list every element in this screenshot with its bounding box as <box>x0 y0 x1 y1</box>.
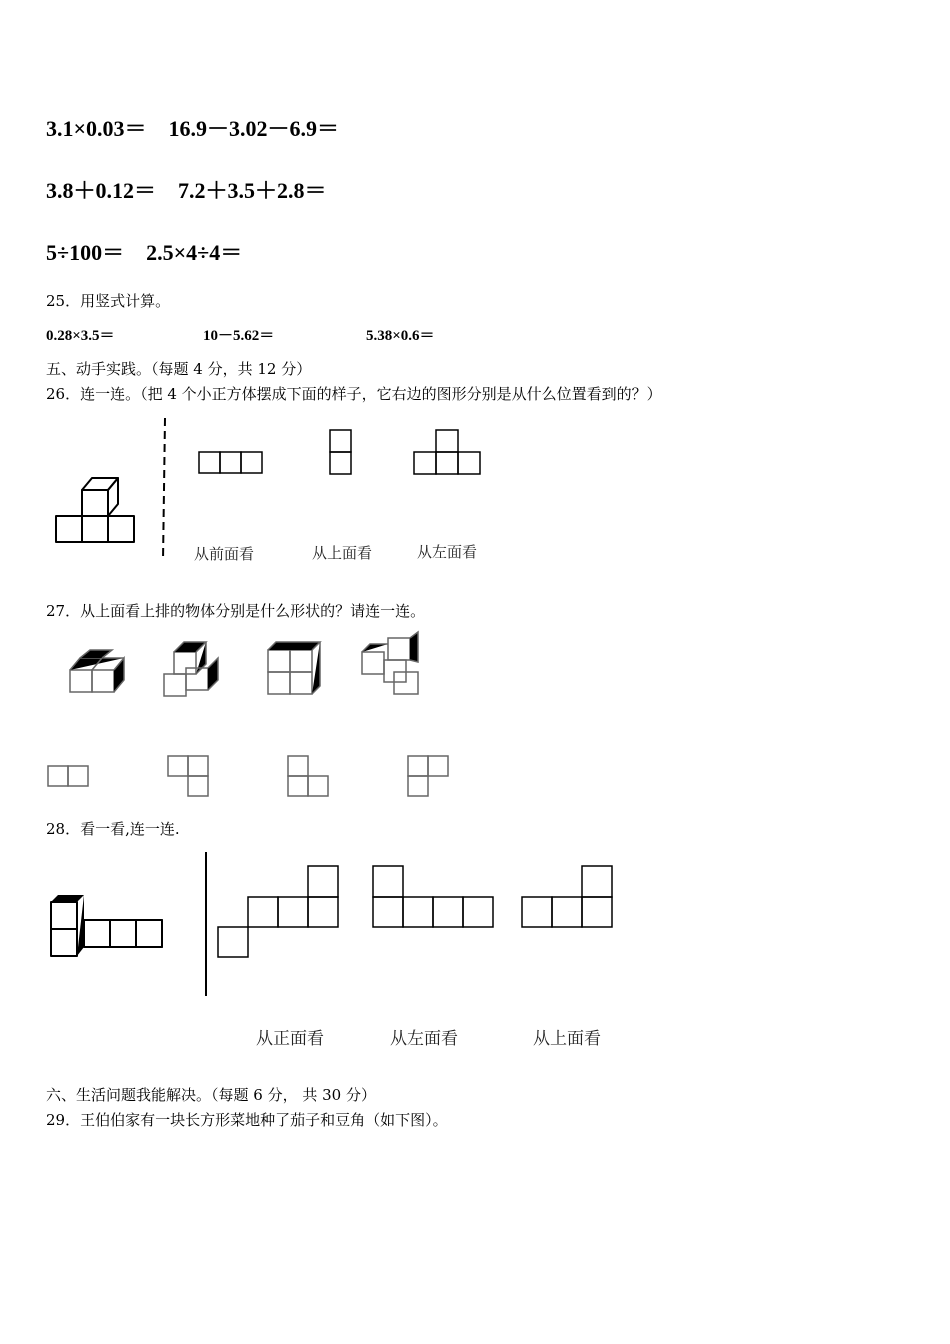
q28-divider <box>203 850 209 998</box>
calc-row-3 <box>46 236 264 267</box>
q27-top-view-1 <box>46 764 92 790</box>
q26-view-top-shape <box>328 428 354 476</box>
calc-expr: 3.8＋0.12＝ <box>46 178 157 203</box>
q27-top-view-2 <box>164 754 212 800</box>
q27-object-1 <box>66 650 124 696</box>
q28-cube-row <box>48 892 188 960</box>
q27-top-view-3 <box>284 754 332 800</box>
q26-label: 从左面看 <box>417 543 478 561</box>
q26-cube-stack <box>50 470 160 550</box>
q26-divider <box>160 418 170 563</box>
q29-title: 29．王伯伯家有一块长方形菜地种了茄子和豆角（如下图）。 <box>46 1111 448 1129</box>
q26-label: 从上面看 <box>312 544 373 562</box>
q28-title: 28．看一看,连一连. <box>46 820 180 838</box>
q27-object-4 <box>358 632 426 698</box>
calc-row-2 <box>46 174 349 205</box>
q26-view-front-shape <box>198 450 266 476</box>
q28-label: 从正面看 <box>256 1029 324 1049</box>
q26-label: 从前面看 <box>194 545 255 563</box>
calc-row-1 <box>46 112 361 143</box>
q26-title: 26．连一连。（把 4 个小正方体摆成下面的样子，它右边的图形分别是从什么位置看到的？） <box>46 385 662 403</box>
q26-view-left-shape <box>413 428 483 476</box>
q25-item: 0.28×3.5＝ <box>46 328 115 344</box>
q25-title: 25．用竖式计算。 <box>46 292 171 310</box>
q28-view-shape-2 <box>371 864 497 930</box>
q25-item: 5.38×0.6＝ <box>366 328 435 344</box>
section6-title: 六、生活问题我能解决。（每题 6 分， 共 30 分） <box>46 1086 376 1104</box>
calc-expr: 7.2＋3.5＋2.8＝ <box>178 178 327 203</box>
calc-expr: 3.1×0.03＝ <box>46 116 147 141</box>
q27-object-3 <box>264 640 324 698</box>
section5-title: 五、动手实践。（每题 4 分，共 12 分） <box>46 360 312 378</box>
q28-view-shape-1 <box>217 864 341 960</box>
q28-view-shape-3 <box>520 864 616 930</box>
q27-object-2 <box>160 638 228 700</box>
q28-label: 从上面看 <box>533 1029 601 1049</box>
q27-top-view-4 <box>404 754 454 800</box>
q25-item: 10－5.62＝ <box>203 328 275 344</box>
calc-expr: 5÷100＝ <box>46 240 125 265</box>
q28-label: 从左面看 <box>390 1029 458 1049</box>
q27-title: 27．从上面看上排的物体分别是什么形状的？请连一连。 <box>46 602 426 620</box>
calc-expr: 16.9－3.02－6.9＝ <box>168 116 340 141</box>
calc-expr: 2.5×4÷4＝ <box>146 240 243 265</box>
